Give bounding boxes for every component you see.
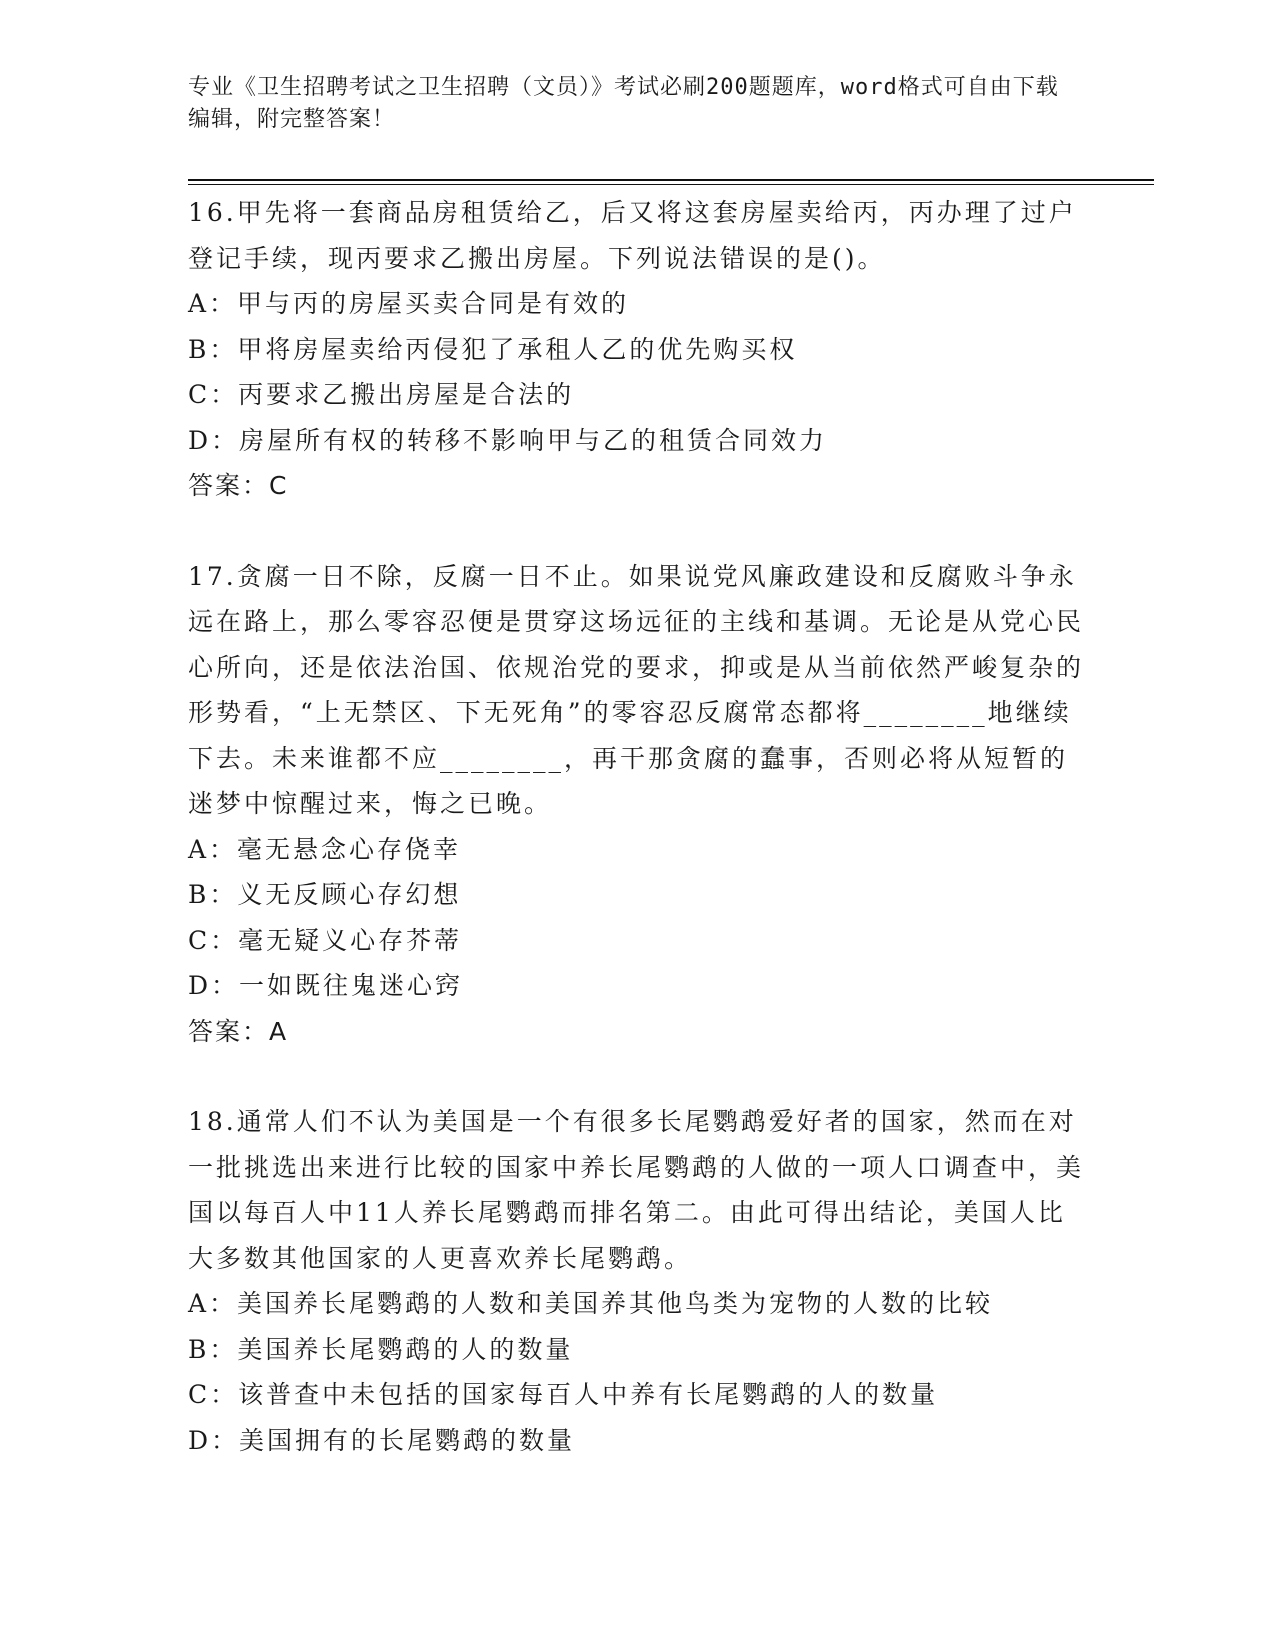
option-c: C：毫无疑义心存芥蒂	[188, 925, 463, 955]
question-18	[188, 1099, 1088, 1463]
question-list	[188, 190, 1088, 1463]
option-d: D：一如既往鬼迷心窍	[188, 971, 464, 1000]
question-text: 16.甲先将一套商品房租赁给乙，后又将这套房屋卖给丙，丙办理了过户登记手续，现丙要求乙搬出房屋。下列说法错误的是()。	[188, 198, 1077, 273]
header-divider-thin	[188, 184, 1154, 185]
option-d: D：房屋所有权的转移不影响甲与乙的租赁合同效力	[188, 425, 828, 455]
answer-line: 答案：A	[188, 1016, 289, 1046]
header-divider-thick	[188, 179, 1154, 181]
question-16	[188, 190, 1088, 509]
option-a: A：毫无悬念心存侥幸	[188, 834, 462, 864]
option-d: D：美国拥有的长尾鹦鹉的数量	[188, 1425, 576, 1455]
option-b: B：甲将房屋卖给丙侵犯了承租人乙的优先购买权	[188, 334, 798, 364]
spacer	[188, 1054, 1088, 1099]
option-a: A：美国养长尾鹦鹉的人数和美国养其他鸟类为宠物的人数的比较	[188, 1289, 994, 1318]
question-text: 17.贪腐一日不除，反腐一日不止。如果说党风廉政建设和反腐败斗争永远在路上，那么零容忍便是贯穿这场远征的主线和基调。无论是从党心民心所向，还是依法治国、依规治党的要求，抑或是从当前依然严峻复杂的形势看，“上无禁区、下无死角”的零容忍反腐常态都将________地继续下去。未来谁都不应________，再干那贪腐的蠢事，否则必将从短暂的迷梦中惊醒过来，悔之已晚。	[188, 561, 1085, 818]
option-c: C：丙要求乙搬出房屋是合法的	[188, 380, 575, 409]
option-b: B：美国养长尾鹦鹉的人的数量	[188, 1334, 574, 1364]
option-a: A：甲与丙的房屋买卖合同是有效的	[188, 289, 630, 318]
option-c: C：该普查中未包括的国家每百人中养有长尾鹦鹉的人的数量	[188, 1380, 939, 1409]
document-header: 专业《卫生招聘考试之卫生招聘（文员）》考试必刷200题题库，word格式可自由下载编辑，附完整答案！	[188, 75, 1059, 132]
option-b: B：义无反顾心存幻想	[188, 880, 462, 909]
answer-line: 答案：C	[188, 471, 289, 500]
spacer	[188, 509, 1088, 554]
question-17	[188, 554, 1088, 1055]
question-text: 18.通常人们不认为美国是一个有很多长尾鹦鹉爱好者的国家，然而在对一批挑选出来进行比较的国家中养长尾鹦鹉的人做的一项人口调查中，美国以每百人中11人养长尾鹦鹉而排名第二。由此可得出结论，美国人比大多数其他国家的人更喜欢养长尾鹦鹉。	[188, 1107, 1085, 1273]
